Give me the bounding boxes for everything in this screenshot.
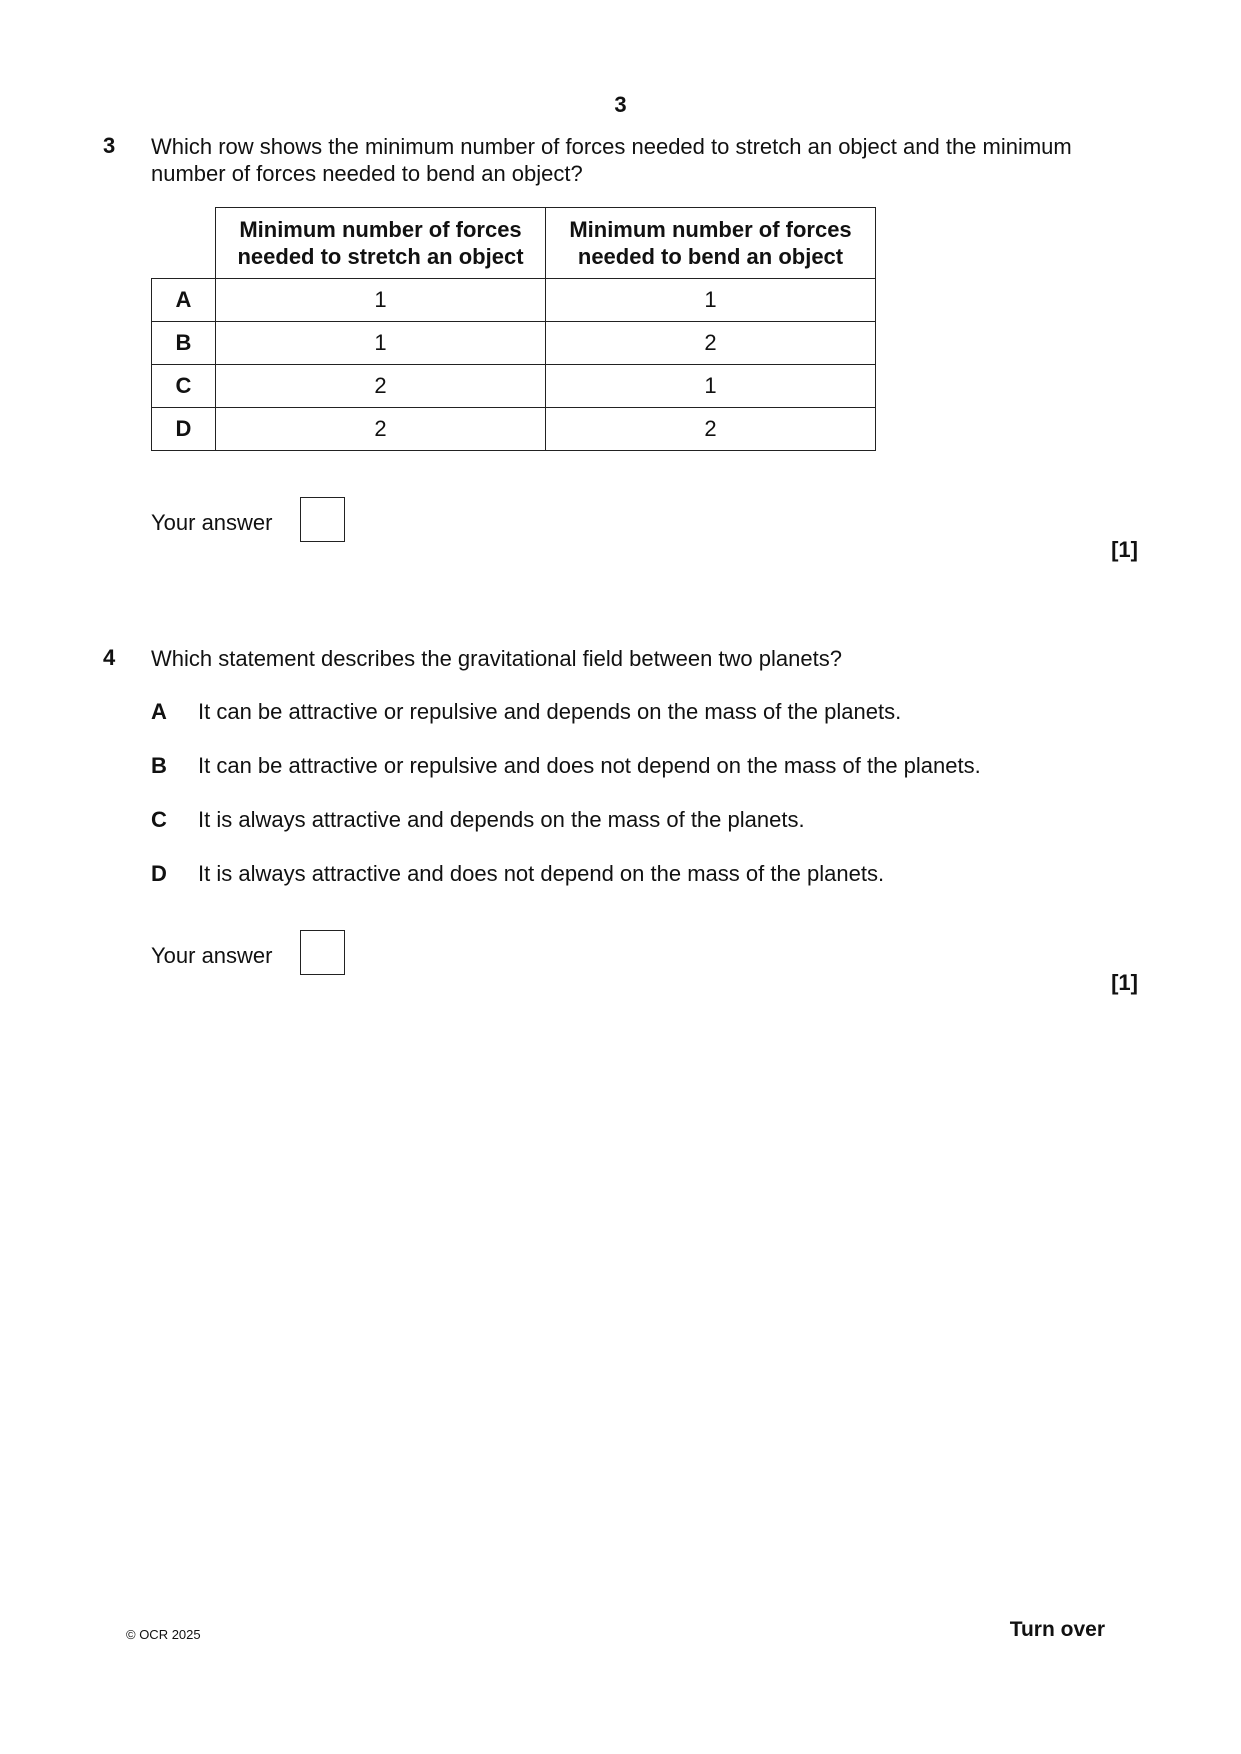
table-row-letter: D: [152, 408, 216, 451]
question-4-option-text-d: It is always attractive and does not depend on the mass of the planets.: [198, 861, 885, 886]
question-3-answer-box[interactable]: [300, 497, 345, 542]
question-4-answer-box[interactable]: [300, 930, 345, 975]
table-cell-stretch: 1: [216, 322, 546, 365]
footer-turn-over: Turn over: [1009, 1618, 1105, 1641]
table-row-letter: B: [152, 322, 216, 365]
table-cell-bend: 1: [546, 279, 876, 322]
question-4-marks: [1]: [1111, 970, 1138, 995]
question-4-answer-label: Your answer: [151, 943, 273, 968]
question-4-option-letter-c: C: [151, 807, 167, 832]
table-cell-stretch: 1: [216, 279, 546, 322]
table-corner-cell: [152, 208, 216, 279]
footer-copyright: © OCR 2025: [126, 1627, 201, 1642]
table-row: [152, 408, 876, 451]
question-4-option-text-c: It is always attractive and depends on the mass of the planets.: [198, 807, 805, 832]
table-row-letter: A: [152, 279, 216, 322]
table-cell-bend: 1: [546, 365, 876, 408]
table-row: [152, 279, 876, 322]
page-number: 3: [614, 92, 627, 117]
table-row-letter: C: [152, 365, 216, 408]
question-3-answer-label: Your answer: [151, 510, 273, 535]
table-cell-stretch: 2: [216, 365, 546, 408]
question-4-option-letter-d: D: [151, 861, 167, 886]
question-4-number: 4: [103, 645, 116, 670]
question-4-option-text-b: It can be attractive or repulsive and does not depend on the mass of the planets.: [198, 753, 981, 778]
table-row: [152, 365, 876, 408]
question-4-option-text-a: It can be attractive or repulsive and depends on the mass of the planets.: [198, 699, 902, 724]
table-row: [152, 322, 876, 365]
question-4-option-letter-a: A: [151, 699, 167, 724]
question-3-marks: [1]: [1111, 537, 1138, 562]
question-4-text: Which statement describes the gravitational field between two planets?: [151, 646, 842, 671]
table-header-stretch: Minimum number of forces needed to stretch an object: [216, 208, 546, 279]
table-cell-bend: 2: [546, 408, 876, 451]
table-cell-stretch: 2: [216, 408, 546, 451]
question-4-option-letter-b: B: [151, 753, 167, 778]
table-header-bend: Minimum number of forces needed to bend an object: [546, 208, 876, 279]
question-3-table: [151, 207, 876, 451]
question-3-number: 3: [103, 133, 116, 158]
table-cell-bend: 2: [546, 322, 876, 365]
question-3-text: Which row shows the minimum number of forces needed to stretch an object and the minimum number of forces needed to bend an object?: [151, 134, 1072, 186]
table-header-row: [152, 208, 876, 279]
